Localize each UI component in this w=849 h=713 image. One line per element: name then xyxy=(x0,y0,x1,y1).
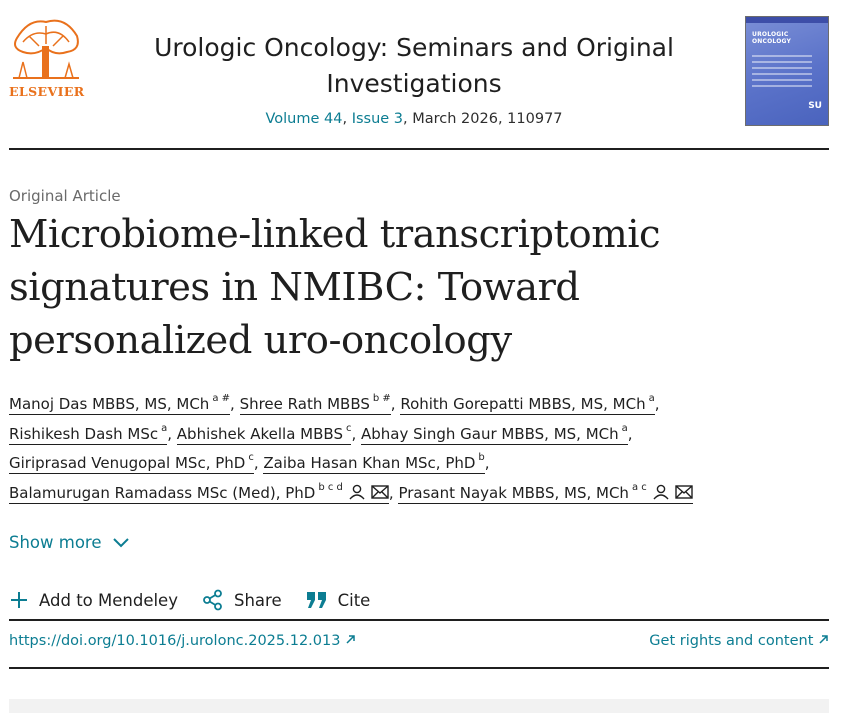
quote-icon xyxy=(306,591,328,609)
doi-link[interactable]: https://doi.org/10.1016/j.urolonc.2025.12.013 xyxy=(9,633,356,649)
author-link[interactable]: Abhishek Akella MBBS $^c$ xyxy=(176,422,352,443)
author-link[interactable]: Giriprasad Venugopal MSc, PhD $^c$ xyxy=(9,452,254,472)
share-icon xyxy=(202,589,224,611)
get-rights-link[interactable]: Get rights and content xyxy=(649,633,829,649)
chevron-down-icon xyxy=(112,537,130,549)
envelope-icon xyxy=(675,484,693,500)
plus-icon xyxy=(9,590,29,610)
external-arrow-icon xyxy=(818,634,829,645)
volume-link[interactable]: Volume 44 xyxy=(265,111,343,127)
article-title: Microbiome-linked transcriptomic signatures in NMIBC: Toward personalized uro-oncology xyxy=(9,212,661,363)
author-link[interactable]: Zaiba Hasan Khan MSc, PhD $^b$ xyxy=(263,452,485,472)
article-type: Original Article xyxy=(9,187,121,205)
add-to-mendeley-button[interactable] xyxy=(9,590,178,610)
person-icon xyxy=(348,484,366,500)
author-link[interactable]: Shree Rath MBBS $^{b \#}$ xyxy=(239,393,391,413)
cite-label: Cite xyxy=(337,590,371,610)
author-link[interactable]: Manoj Das MBBS, MS, MCh $^{a \#}$ xyxy=(9,393,231,413)
person-icon xyxy=(652,484,670,500)
abstract-panel xyxy=(9,699,829,713)
journal-meta xyxy=(129,111,699,127)
publisher-name: ELSEVIER xyxy=(9,84,85,99)
journal-title[interactable]: Urologic Oncology: Seminars and Original Investigations xyxy=(154,33,674,98)
corresponding-author-link[interactable]: Prasant Nayak MBBS, MS, MCh $^{a c}$ xyxy=(398,484,692,504)
cover-title: UROLOGIC ONCOLOGY xyxy=(752,31,792,45)
cite-button[interactable] xyxy=(306,591,371,610)
author-link[interactable]: Abhay Singh Gaur MBBS, MS, MCh $^a$ xyxy=(361,422,628,443)
meta-separator: , xyxy=(342,111,352,127)
divider xyxy=(9,619,829,621)
show-more-button[interactable] xyxy=(9,533,130,552)
share-label: Share xyxy=(233,590,282,610)
author-list: Manoj Das MBBS, MS, MCh $^{a \#}$, Shree Rath MBBS $^{b \#}$, Rohith Gorepatti MBBS, MS, MCh $^a$, Rishikesh Dash MSc $^a$, Abhishek Akella MBBS $^c$, Abhay Singh Gaur MBBS, MS, MCh $^a$, Giriprasad Venugopal MSc, PhD $^c$, Zaiba Hasan Khan MSc, PhD $^b$, Balamurugan Ramadass MSc (Med), PhD $^{b c d}$ , Prasant Nayak MBBS, MS, MCh $^{a c}$ xyxy=(9,390,829,508)
show-more-label: Show more xyxy=(9,533,102,552)
divider xyxy=(9,667,829,669)
journal-header xyxy=(9,14,829,150)
article-toolbar xyxy=(9,581,829,619)
add-to-mendeley-label: Add to Mendeley xyxy=(39,590,178,610)
share-button[interactable] xyxy=(202,589,282,611)
author-link[interactable]: Rishikesh Dash MSc $^a$ xyxy=(9,422,168,443)
issue-link[interactable]: Issue 3 xyxy=(351,111,404,127)
journal-cover-image[interactable] xyxy=(745,16,829,126)
author-link[interactable]: Rohith Gorepatti MBBS, MS, MCh $^a$ xyxy=(400,393,655,413)
corresponding-author-link[interactable]: Balamurugan Ramadass MSc (Med), PhD $^{b c d}$ xyxy=(9,484,389,504)
external-arrow-icon xyxy=(345,634,356,645)
envelope-icon xyxy=(371,484,389,500)
cover-badge: SU xyxy=(808,101,822,111)
issue-date-id: , March 2026, 110977 xyxy=(403,111,563,127)
